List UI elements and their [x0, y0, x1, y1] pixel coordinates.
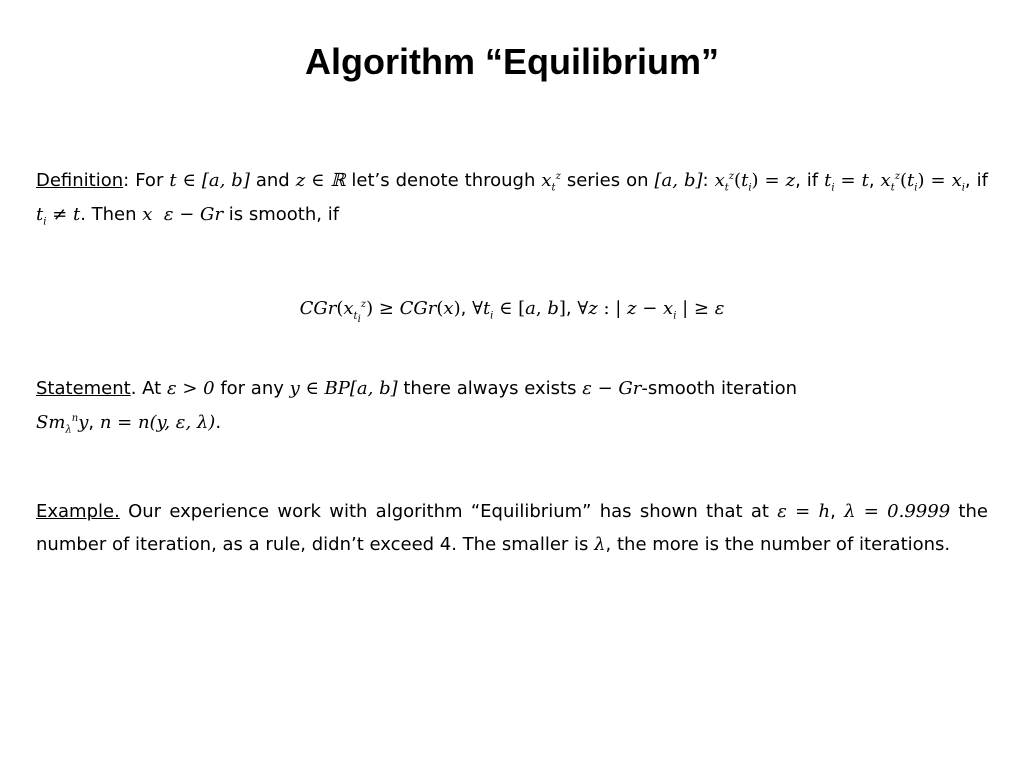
- text: . At: [130, 378, 167, 399]
- statement-paragraph: [36, 372, 988, 440]
- math-cgr-inequality: $CGr(x_{t_i}^z) \ge CGr(x)$: [299, 298, 461, 325]
- text: ,: [830, 501, 845, 522]
- math-z-in-r: z ∈ ℝ: [295, 170, 346, 191]
- math-x-t-z: $x_t^z$: [541, 170, 561, 194]
- definition-paragraph: [36, 164, 988, 232]
- math-forall-z: ∀z : | $z - x_i$ | ≥ ε: [577, 298, 725, 322]
- text: the number of iteration, as a rule, didn’t exceed 4. The smaller is: [36, 501, 988, 555]
- statement-label: Statement: [36, 378, 131, 399]
- text: : For: [123, 170, 170, 191]
- text: :: [702, 170, 715, 191]
- text: there always exists: [397, 378, 583, 399]
- math-n-of-y: n = n(y, ε, λ): [99, 412, 216, 433]
- text: ,: [565, 298, 578, 319]
- math-lambda-value: λ = 0.9999: [844, 501, 951, 522]
- math-eps-gr: ε − Gr: [163, 204, 224, 225]
- text: for any: [214, 378, 290, 399]
- math-x-ti-equals-xi: $x_t^z(t_i) = x_i$: [880, 170, 965, 194]
- text: -smooth iteration: [641, 378, 798, 399]
- text: [152, 204, 163, 225]
- text: series on: [560, 170, 655, 191]
- math-interval-ab: [a, b]: [654, 170, 703, 191]
- example-paragraph: [36, 495, 988, 561]
- math-forall-ti: $\forall t_i$ ∈ [a, b]: [472, 298, 566, 322]
- text: . Then: [80, 204, 143, 225]
- math-lambda: λ: [594, 534, 606, 555]
- text: , if: [964, 170, 988, 191]
- text: , the more is the number of iterations.: [605, 534, 951, 555]
- math-sm-lambda-n-y: $Sm_\lambda^ny$: [36, 412, 89, 436]
- math-eps-positive: ε > 0: [166, 378, 215, 399]
- text: is smooth, if: [223, 204, 340, 225]
- math-y-in-bp: y ∈ BP[a, b]: [289, 378, 398, 399]
- text: Our experience work with algorithm “Equilibrium” has shown that at: [119, 501, 778, 522]
- text: let’s denote through: [345, 170, 542, 191]
- text: ,: [460, 298, 473, 319]
- text: .: [215, 412, 222, 433]
- math-ti-neq-t: $t_i \ne t$: [36, 204, 81, 228]
- math-eps-gr: ε − Gr: [582, 378, 642, 399]
- math-x-ti-equals-z: $x_t^z(t_i) = z$: [714, 170, 796, 194]
- definition-label: Definition: [36, 170, 124, 191]
- math-t-in-ab: t ∈ [a, b]: [169, 170, 250, 191]
- text: ,: [88, 412, 100, 433]
- math-x: x: [142, 204, 153, 225]
- math-ti-equals-t: $t_i = t$: [824, 170, 869, 194]
- text: and: [249, 170, 296, 191]
- text: , if: [795, 170, 825, 191]
- text: ,: [868, 170, 881, 191]
- smoothness-formula: [0, 292, 1024, 326]
- slide-title: Algorithm “Equilibrium”: [305, 41, 719, 82]
- math-eps-equals-h: ε = h: [777, 501, 831, 522]
- example-label: Example.: [36, 501, 120, 522]
